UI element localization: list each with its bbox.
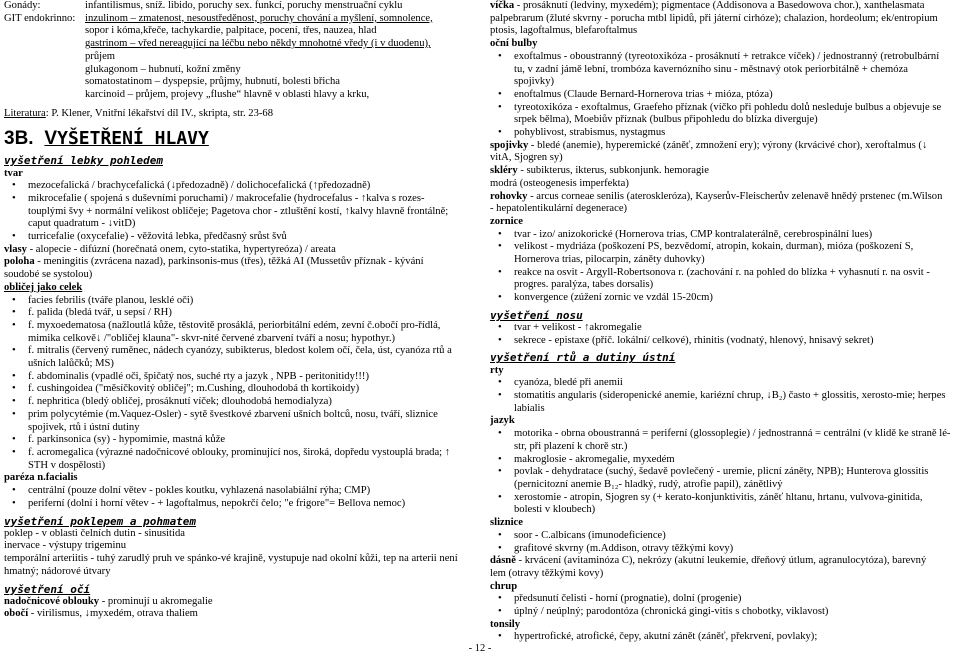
line-text: infantilismus, sníž. libido, poruchy sex. funkcí, poruchy menstruační cyklu xyxy=(85,0,403,11)
list-item: • f. acromegalica (výrazné nadočnicové oblouky, prominující nos, široká, dopředu vystouplá brada; ↑ xyxy=(4,447,472,460)
list-item: • tyreotoxikóza - exoftalmus, Graefeho příznak (víčko při pohledu dolů nesleduje bulbus a objevuje se xyxy=(490,102,956,115)
line-label: Gonády: xyxy=(4,0,41,11)
subheading-poklep: vyšetření poklepem a pohmatem xyxy=(4,514,197,528)
line-label: GIT endokrinno: xyxy=(4,12,76,24)
vicka-text: - prosáknutí (ledviny, myxedém); pigmentace (Addisonova a Basedowova chor.), xanthelasmata xyxy=(514,0,925,11)
list-item-cont: progres. paralýza, tabes dorsalis) xyxy=(514,279,654,291)
gonady-line xyxy=(4,0,472,13)
list-item: • mezocefalická / brachycefalická (↓předozadně) / dolichocefalická (↑předozadně) xyxy=(4,180,472,193)
list-item: • f. palida (bledá tvář, u sepsí / RH) xyxy=(4,307,472,320)
list-item: • enoftalmus (Claude Bernard-Hornerova trias + mióza, ptóza) xyxy=(490,89,956,102)
list-item: • f. mitralis (červený ruměnec, nádech cyanózy, subikterus, bledost kolem očí, čela, úst, cyanóza rtů a xyxy=(4,345,472,358)
vlasy-label: vlasy xyxy=(4,243,27,255)
text-line: - hepatolentikulární degenerace) xyxy=(490,203,628,215)
list-item: • tvar + velikost - ↑akromegalie xyxy=(490,322,956,335)
git-line xyxy=(4,76,472,89)
git-line xyxy=(4,38,472,51)
list-item-cont: str, při plazení k chorě str.) xyxy=(514,440,628,452)
right-column xyxy=(490,0,956,644)
subheading-rty: vyšetření rtů a dutiny ústní xyxy=(490,351,676,365)
spojivky-line xyxy=(490,140,956,153)
list-item-cont: srpek bělma), Moebiův příznak (bulbus připohledu do blízka diverguje) xyxy=(514,114,818,126)
list-item: • hypertrofické, atrofické, čepy, akutní zánět (záněť, překrvení, povlaky); xyxy=(490,631,956,644)
zornice-label: zornice xyxy=(490,215,523,227)
oci-line xyxy=(4,596,472,609)
oci-text: - prominují u akromegalie xyxy=(99,595,213,607)
list-item: • stomatitis angularis (sideropenické anemie, kariézní chrup, ↓B₂) často + glossitis, xerosto-mie; herpes xyxy=(490,390,956,403)
list-item: • předsunutí čelisti - horní (prognatie), dolní (progenie) xyxy=(490,593,956,606)
poloha-text: - meningitis (zvrácena nazad), parkinsonis-mus (třes), těžká AI (Mussetův příznak - kývání xyxy=(34,256,424,268)
list-item: • sekrece - epistaxe (příč. lokální/ celkové), rhinitis (vodnatý, hlenový, hnisavý sekret) xyxy=(490,335,956,348)
dasne-label: dásně xyxy=(490,555,516,567)
list-item-cont: bolesti v kloubech) xyxy=(514,504,596,516)
sklery-label: skléry xyxy=(490,165,518,177)
reference-text: : P. Klener, Vnitřní lékařství díl IV., skripta, str. 23-68 xyxy=(45,107,273,119)
sklery-text: - subikterus, ikterus, subkonjunk. hemoragie xyxy=(517,165,709,177)
line-text: glukagonom – hubnutí, kožní změny xyxy=(85,63,241,75)
line-text: sopor i kóma,křeče, tachykardie, palpitace, pocení, třes, nauzea, hlad xyxy=(85,25,377,37)
tvar-label: tvar xyxy=(4,167,23,179)
list-item-cont: labialis xyxy=(514,402,545,414)
list-item: • f. abdominalis (vpadlé oči, špičatý nos, suché rty a jazyk , NPB - peritonitidy!!!) xyxy=(4,371,472,384)
literature-reference xyxy=(4,108,472,121)
rohovky-line xyxy=(490,191,956,204)
oci-text: - virilismus, ↓myxedém, otrava thaliem xyxy=(28,608,198,620)
section-heading xyxy=(4,128,472,150)
line-text: inzulinom – zmatenost, nesoustředěnost, poruchy chování a myšlení, somnolence, xyxy=(85,12,433,24)
list-item: • úplný / neúplný; parodontóza (chronická gingi-vitis s chobotky, viklavost) xyxy=(490,606,956,619)
list-item-cont: touplými švy + normální velikost obličeje; Pagetova chor - ztluštění kostí, ↑kalvy hlavně frontálně; xyxy=(28,205,449,217)
git-line xyxy=(4,64,472,77)
text-line: hmatný; nádorové útvary xyxy=(4,565,111,577)
list-item: • konvergence (zúžení zornic ve vzdál 15-20cm) xyxy=(490,292,956,305)
list-item: • facies febrilis (tváře planou, lesklé oči) xyxy=(4,295,472,308)
list-item-cont: ušních lalůčků; MS) xyxy=(28,358,114,370)
list-item: • makroglosie - akromegalie, myxedém xyxy=(490,454,956,467)
spojivky-text: - bledé (anemie), hyperemické (záněť, zmnožení ery); výrony (krvácivé chor), xeroftalmus (↓ xyxy=(528,139,928,151)
oblicej-label: obličej jako celek xyxy=(4,281,83,293)
vicka-label: víčka xyxy=(490,0,515,11)
list-item: • prim polycytémie (m.Vaquez-Osler) - sytě švestkové zbarvení ušních boltců, nosu, tváří, sliznice xyxy=(4,409,472,422)
list-item: • motorika - obrna oboustranná = periferní (glossoplegie) / jednostranná = centrální (v klidě ke straně lé- xyxy=(490,428,956,441)
text-line: modrá (osteogenesis imperfekta) xyxy=(490,177,629,189)
list-item: • mikrocefalie ( spojená s duševními poruchami) / makrocefalie (hydrocefalus - ↑kalva s rozes- xyxy=(4,193,472,206)
skléry-line xyxy=(490,165,956,178)
poloha-line xyxy=(4,256,472,269)
list-item: • cyanóza, bledé při anemii xyxy=(490,377,956,390)
subheading-lebka: vyšetření lebky pohledem xyxy=(4,154,163,168)
oci-label: obočí xyxy=(4,608,29,620)
list-item: • f. myxoedematosa (nažloutlá kůže, těstovitě prosáklá, periorbitální edém, zevní č.obočí pro-řídlá, xyxy=(4,320,472,333)
list-item-cont: mimika celkově↓ /"obličej klauna"- skvr-nité červené zbarvení tváří a nosu; hypothyr.) xyxy=(28,332,396,344)
list-item: • f. parkinsonica (sy) - hypomimie, mastná kůže xyxy=(4,434,472,447)
list-item: • povlak - dehydratace (suchý, šedavě povlečený - uremie, plicní záněty, NPB); Hunterova glossitis xyxy=(490,466,956,479)
git-line xyxy=(4,25,472,38)
vlasy-text: - alopecie - difúzní (horečnatá onem, cyto-statika, hypertyreóza) / areata xyxy=(26,243,336,255)
list-item: • exoftalmus - oboustranný (tyreotoxikóza - prosáknutí + retrakce víček) / jednostranný (retrobulbární xyxy=(490,51,956,64)
list-item: • xerostomie - atropin, Sjogren sy (+ kerato-konjunktivitis, záněť hltanu, hrtanu, vulvova-ginitida, xyxy=(490,492,956,505)
bulby-label: oční bulby xyxy=(490,38,538,50)
text-line: lem (otravy těžkými kovy) xyxy=(490,567,604,579)
chrup-label: chrup xyxy=(490,580,518,592)
oci-line xyxy=(4,608,472,621)
list-item: • periferní (dolní i horní větev - + lagoftalmus, nepokrčí čelo; "e frigore"= Bellova nemoc) xyxy=(4,498,472,511)
rohovky-label: rohovky xyxy=(490,190,528,202)
vlasy-line xyxy=(4,244,472,257)
list-item-cont: tu, v zadní jámě lební, trombóza kavernózního sinu - městnavý otok periorbitálně + chemóza xyxy=(514,63,908,75)
dasne-line xyxy=(490,555,956,568)
text-line: ptosis, lagoftalmus, blefaroftalmus xyxy=(490,25,638,37)
list-item: • velikost - mydriáza (poškození PS, bezvědomí, atropin, kokain, durman), mióza (poškození S, xyxy=(490,241,956,254)
list-item-cont: STH v dospělosti) xyxy=(28,459,106,471)
rohovky-text: - arcus corneae senilis (ateroskleróza), Kayserův-Fleischerův zelenavě hnědý prstenec (m.Wilson xyxy=(527,190,943,202)
git-line xyxy=(4,51,472,64)
text-line: vitA, Sjogren sy) xyxy=(490,152,563,164)
section-number: 3B. xyxy=(4,128,34,150)
list-item-cont: caput quadratum - ↓vitD) xyxy=(28,218,136,230)
subheading-nos: vyšetření nosu xyxy=(490,308,583,322)
text-line: palpebrarum (žluté skvrny - porucha mtbl lipidů, při játerní cirhóze); chalazion, hordeolum; ek/entropium xyxy=(490,12,938,24)
section-title-first: V xyxy=(44,128,58,150)
jazyk-label: jazyk xyxy=(490,415,515,427)
git-line xyxy=(4,89,472,102)
line-text: somatostatinom – dyspepsie, průjmy, hubnutí, bolesti břicha xyxy=(85,76,341,88)
text-line: inervace - výstupy trigeminu xyxy=(4,540,127,552)
section-title: YŠETŘENÍ HLAVY xyxy=(57,128,209,150)
list-item: • reakce na osvit - Argyll-Robertsonova r. (zachování r. na pohled do blízka + vyhasnutí r. na osvit - xyxy=(490,267,956,280)
git-line xyxy=(4,13,472,26)
vicka-line xyxy=(490,0,956,13)
poloha-label: poloha xyxy=(4,256,35,268)
line-text: karcinoid – průjem, projevy „flushe“ hlavně v oblasti hlavy a krku, xyxy=(85,88,370,100)
list-item: • f. nephritica (bledý obličej, prosáknutí víček; dlouhodobá hemodialyza) xyxy=(4,396,472,409)
text-line: temporální arteriitis - tuhý zarudlý pruh ve spánko-vé krajině, vystupuje nad okolní kůži, tep na arterii není xyxy=(4,553,458,565)
list-item: • pohyblivost, strabismus, nystagmus xyxy=(490,127,956,140)
poloha-cont: soudobé se systolou) xyxy=(4,269,93,281)
left-column xyxy=(4,0,472,621)
spojivky-label: spojivky xyxy=(490,139,529,151)
text-line: poklep - v oblasti čelních dutin - sinusitida xyxy=(4,527,185,539)
list-item-cont: spojivky) xyxy=(514,76,555,88)
subheading-oci: vyšetření očí xyxy=(4,582,91,596)
list-item-cont: Hornerova trias, pilocarpin, záněty duhovky) xyxy=(514,254,705,266)
tonsily-label: tonsily xyxy=(490,618,521,630)
line-text: průjem xyxy=(85,50,116,62)
list-item: • f. cushingoidea ("měsíčkovitý obličej"; m.Cushing, dlouhodobá th kortikoidy) xyxy=(4,383,472,396)
line-text: gastrinom – vřed nereagující na léčbu nebo někdy mnohotné vředy (i v duodenu), xyxy=(85,38,431,50)
list-item: • soor - C.albicans (imunodeficience) xyxy=(490,530,956,543)
dasne-text: - krvácení (avitaminóza C), nekrózy (akutní leukemie, dřeňový útlum, agranulocytóza), barevný xyxy=(515,555,927,567)
list-item-cont: (pernicitozní anemie B₁₂- hladký, rudý, atrofie papil), zánětlivý xyxy=(514,478,783,490)
reference-label: Literatura xyxy=(4,107,46,119)
rty-label: rty xyxy=(490,364,504,376)
oci-label: nadočnicové oblouky xyxy=(4,595,100,607)
page-number: - 12 - xyxy=(468,643,492,654)
list-item: • grafitové skvrny (m.Addison, otravy těžkými kovy) xyxy=(490,543,956,556)
list-item: • centrální (pouze dolní větev - pokles koutku, vyhlazená nasolabiální rýha; CMP) xyxy=(4,485,472,498)
sliznice-label: sliznice xyxy=(490,517,523,529)
pareza-label: paréza n.facialis xyxy=(4,472,78,484)
list-item: • turricefalie (oxycefalie) - věžovitá lebka, předčasný srůst švů xyxy=(4,231,472,244)
list-item-cont: spojivek, rtů i ústní dutiny xyxy=(28,421,140,433)
list-item: • tvar - izo/ anizokorické (Hornerova trias, CMP kontralaterálně, cerebrospinální lues) xyxy=(490,229,956,242)
